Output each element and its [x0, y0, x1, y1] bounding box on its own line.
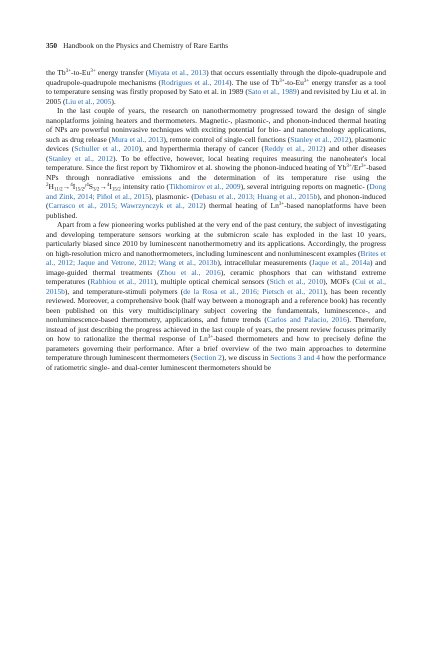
text-run: ), intracellular measurements ( [217, 258, 312, 268]
paragraph-2 [46, 106, 386, 220]
text-run: how the performance of ratiometric single- and dual-center luminescent thermometers should be [46, 353, 386, 372]
text-run: the Tb [46, 68, 66, 77]
arrow-symbol: → [62, 182, 71, 192]
text-run: ), plasmonic- ( [149, 191, 194, 201]
citation-link[interactable]: Brites et al., 2012; Jaque and Vetrone, 2012; Wang et al., 2013b [46, 248, 386, 268]
text-run: S [88, 182, 93, 192]
text-run: ), several intriguing reports on magnetic- ( [240, 182, 370, 192]
section-link[interactable]: Section 2 [193, 353, 222, 363]
citation-link[interactable]: Rodrigues et al., 2014 [161, 77, 230, 87]
subscript: 11/2 [53, 187, 63, 193]
text-run: ), remote control of single-cell functions ( [163, 134, 291, 144]
text-run: ), plasmonic devices ( [46, 134, 386, 154]
superscript: 3+ [360, 164, 367, 170]
text-run: Apart from a few pioneering works published at the very end of the past century, the subject of investigating and developing temperature sensors working at the submicron scale has exploded in the last 10 years, particularly biased since 2010 by luminescent nanothermometry and its applications. Accordingly, the progress on high-resolution micro and nanothermometers, including luminescent and nonluminescent examples ( [46, 220, 386, 258]
text-run: ). The use of Tb [229, 77, 280, 87]
text-run: /Er [351, 163, 361, 173]
text-run: / [84, 182, 87, 192]
citation-link[interactable]: Schuller et al., 2010 [74, 144, 139, 154]
superscript: 4 [86, 183, 89, 189]
superscript: 4 [70, 183, 73, 189]
text-run: ), multiple optical chemical sensors ( [153, 277, 270, 287]
citation-link[interactable]: Mura et al., 2013 [111, 134, 164, 144]
paragraph-1 [46, 68, 386, 106]
text-run: ), we discuss in [221, 353, 271, 363]
citation-link[interactable]: Reddy et al., 2012 [264, 144, 323, 154]
superscript: 3+ [346, 164, 352, 170]
text-run: H [48, 182, 54, 192]
text-run: ). Therefore, instead of just describing the progress achieved in the last couple of years, the present review focuses primarily on how to rationalize the thermal response of Ln [46, 315, 386, 344]
text-run: ). To be effective, however, local heating requires measuring the nanoheater's local temperature. Since the first report by Tikhomirov et al. showing the phonon-induced heating of Yb [46, 153, 386, 173]
running-header [46, 41, 386, 51]
subscript: 15/2 [111, 187, 121, 193]
superscript: 3+ [90, 69, 96, 74]
text-run: ) and other diseases ( [46, 144, 387, 163]
body-text [46, 68, 386, 373]
text-run: I [109, 182, 112, 192]
page-number: 350 [46, 41, 58, 50]
text-run: energy transfer as a tool to temperature sensing was firstly proposed by Sato et al. in 1989 ( [46, 77, 387, 97]
running-title: Handbook on the Physics and Chemistry of Rare Earths [63, 41, 229, 50]
text-run: intensity ratio ( [120, 182, 170, 192]
text-run: ), has been recently reviewed. Moreover, a comprehensive book (half way between a monograph and a reference book) has recently been published on this very multidisciplinary subject covering the fundamentals, luminescence-, and nonluminescence-based thermometry, applications, and future trends ( [46, 286, 387, 325]
superscript: 2 [46, 183, 49, 189]
text-run: ) that occurs essentially through the dipole-quadrupole and quadrupole-quadrupole mechanisms ( [46, 68, 386, 87]
text-run: ), ceramic phosphors that can withstand extreme temperatures ( [46, 267, 386, 287]
citation-link[interactable]: Stich et al., 2010 [269, 277, 324, 287]
text-run: ), and hyperthermia therapy of cancer ( [138, 144, 265, 154]
text-run: -to-Eu [71, 68, 91, 77]
superscript: 3+ [279, 78, 285, 84]
citation-link[interactable]: Carrasco et al., 2015; Wawrzynczyk et al., 2012 [48, 201, 204, 211]
citation-link[interactable]: Rabhiou et al., 2011 [90, 277, 154, 287]
section-link[interactable]: Sections 3 and 4 [270, 353, 320, 363]
subscript: 15/2 [75, 187, 85, 193]
citation-link[interactable]: Cui et al., 2015b [46, 277, 387, 296]
text-run: -to-Eu [284, 77, 304, 87]
superscript: 3+ [65, 69, 72, 74]
text-run: ) and revisited by Liu et al. in 2005 ( [46, 87, 386, 106]
text-run: ) and image-guided thermal treatments ( [46, 258, 387, 277]
citation-link[interactable]: de la Rosa et al., 2016; Pietsch et al., 2011 [183, 286, 324, 296]
arrow-symbol: → [99, 182, 107, 192]
paragraph-3 [46, 220, 386, 372]
text-run: ), MOFs ( [323, 277, 355, 287]
citation-link[interactable]: Tikhomirov et al., 2009 [169, 182, 241, 192]
citation-link[interactable]: Dong and Zink, 2014; Piñol et al., 2015 [46, 182, 387, 201]
superscript: 4 [106, 183, 110, 189]
subscript: 3/2 [92, 187, 100, 193]
citation-link[interactable]: Stanley et al., 2012 [290, 134, 349, 144]
text-run: I [72, 182, 76, 192]
citation-link[interactable]: Stanley et al., 2012 [48, 153, 113, 163]
superscript: 3+ [207, 335, 214, 341]
text-run: ) thermal heating of Ln [203, 201, 279, 211]
citation-link[interactable]: Sato et al., 1989 [247, 87, 297, 97]
text-run: -based NPs through nonradiative emissions and the determination of its temperature rise using the [46, 163, 386, 182]
text-run: -based thermometers and how to precisely define the parameters governing their performance. After a brief overview of the two main approaches to determine temperature through luminescent thermometers ( [46, 334, 387, 363]
text-run: ), and temperature-stimuli polymers ( [64, 286, 184, 296]
superscript: 3+ [278, 202, 285, 208]
citation-link[interactable]: Carlos and Palacio, 2016 [266, 315, 347, 325]
citation-link[interactable]: Miyata et al., 2013 [148, 68, 207, 77]
citation-link[interactable]: Jaque et al., 2014a [311, 258, 370, 268]
text-run: energy transfer ( [95, 68, 149, 77]
superscript: 3+ [303, 78, 310, 84]
text-run: In the last couple of years, the research on nanothermometry progressed toward the design of single nanoplatforms joining heaters and thermometers. Magnetic-, plasmonic-, and phonon-induced thermal heating of NPs are powerful noninvasive techniques with exciting potential for bio- and nanotechnology applications, such as drug release ( [46, 106, 386, 144]
citation-link[interactable]: Zhou et al., 2016 [159, 267, 221, 277]
text-run: ), and phonon-induced ( [46, 191, 386, 211]
citation-link[interactable]: Debasu et al., 2013; Huang et al., 2015b [193, 191, 318, 201]
text-run: -based nanoplatforms have been published. [46, 201, 386, 220]
citation-link[interactable]: Liu et al., 2005 [65, 96, 112, 106]
text-run: ). [111, 96, 116, 106]
